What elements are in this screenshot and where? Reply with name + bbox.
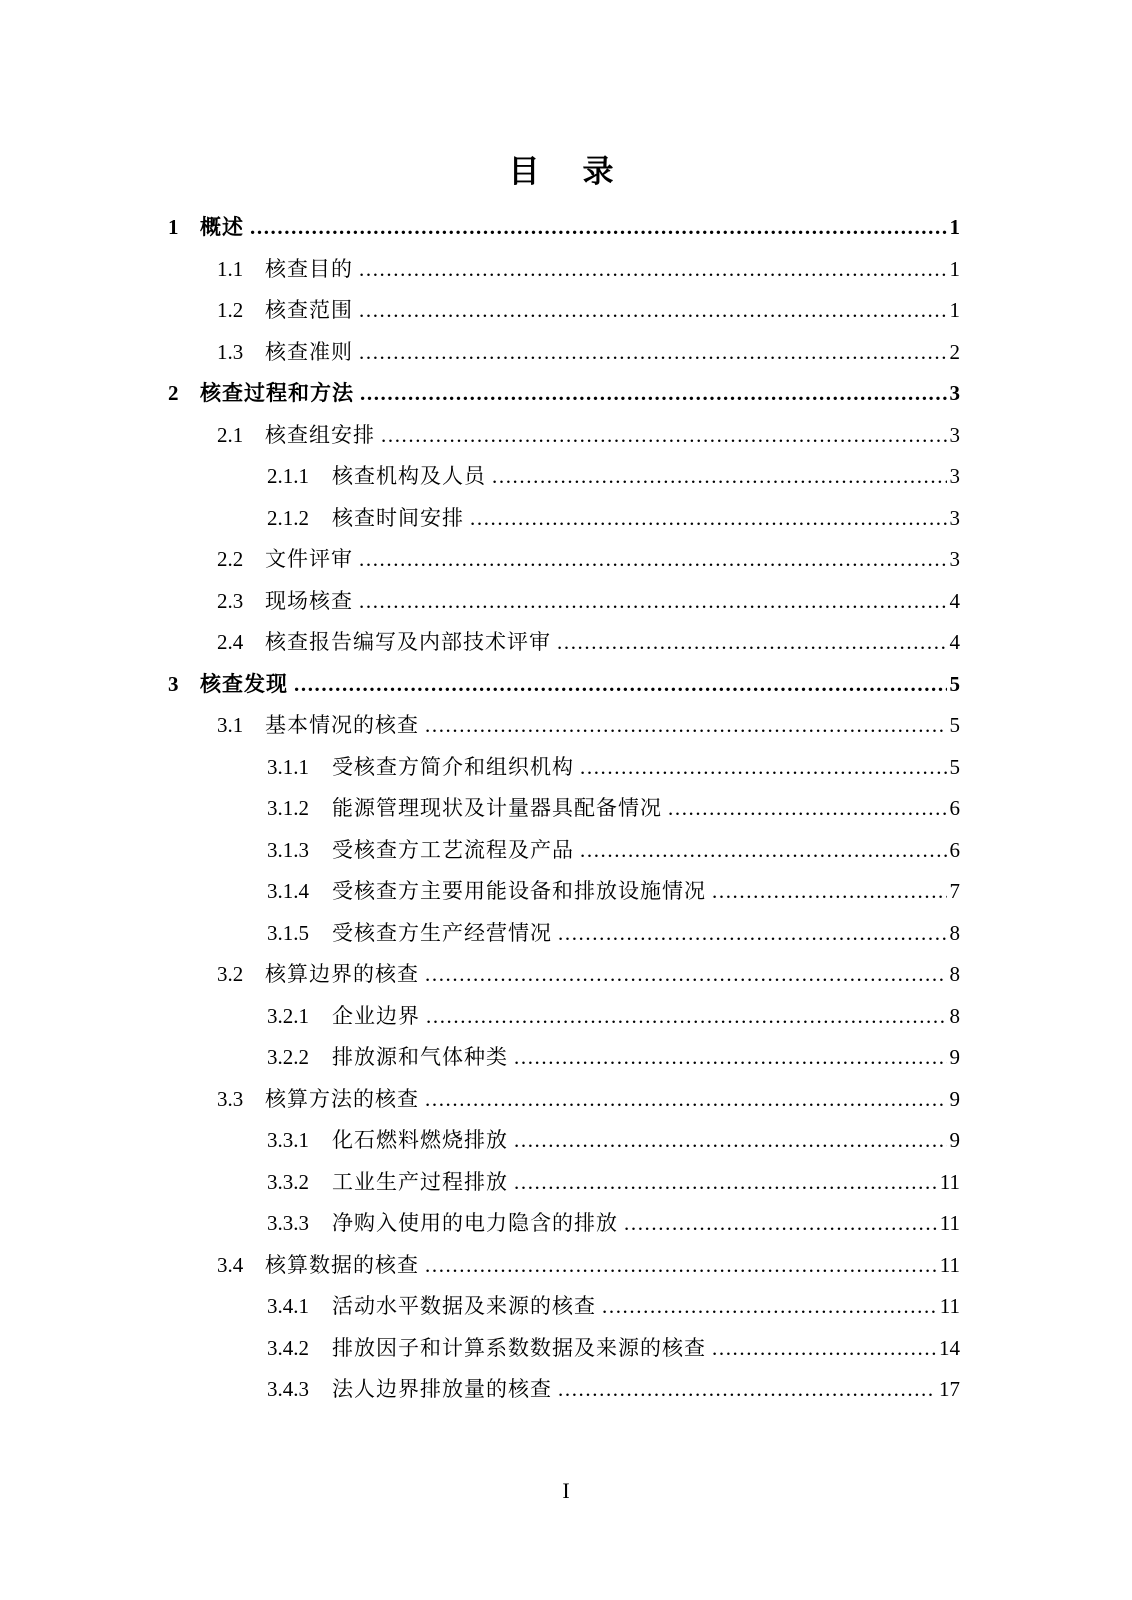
toc-entry-label: 现场核查	[265, 588, 353, 613]
toc-entry	[168, 498, 960, 540]
toc-entry	[168, 1120, 960, 1162]
toc-entry-label: 能源管理现状及计量器具配备情况	[332, 796, 662, 820]
toc-entry-page: 3	[949, 505, 960, 530]
toc-entry-number: 3.3.1	[267, 1128, 309, 1152]
toc-dot-leader	[359, 249, 947, 291]
toc-entry	[168, 1037, 960, 1079]
toc-entry-number: 3.3.2	[267, 1169, 309, 1194]
toc-entry-page: 2	[949, 339, 960, 364]
toc-entry-number: 1.1	[217, 256, 244, 281]
toc-dot-leader	[712, 1328, 936, 1370]
toc-dot-leader	[360, 373, 947, 415]
toc-entry-number: 3.2.2	[267, 1045, 309, 1069]
toc-entry-label: 排放因子和计算系数数据及来源的核查	[332, 1335, 706, 1360]
toc-entry-label: 受核查方生产经营情况	[332, 920, 552, 945]
toc-dot-leader	[426, 996, 947, 1038]
toc-entry-page: 6	[949, 837, 960, 862]
toc-entry	[168, 664, 960, 706]
toc-entry	[168, 1203, 960, 1245]
toc-dot-leader	[381, 415, 947, 457]
toc-entry-label: 活动水平数据及来源的核查	[332, 1294, 596, 1318]
toc-entry-label: 核查目的	[265, 256, 353, 281]
toc-entry-label: 工业生产过程排放	[332, 1169, 508, 1194]
toc-dot-leader	[514, 1162, 937, 1204]
toc-entry	[168, 1328, 960, 1370]
toc-entry-page: 5	[949, 713, 960, 737]
toc-entry-number: 3.1.1	[267, 754, 309, 779]
toc-entry	[168, 332, 960, 374]
toc-entry-label: 受核查方简介和组织机构	[332, 754, 574, 779]
toc-entry-number: 2.1	[217, 422, 244, 447]
toc-entry-label: 核查发现	[200, 671, 288, 696]
toc-dot-leader	[470, 498, 947, 540]
toc-entry-number: 3.4.3	[267, 1377, 309, 1401]
toc-entry-number: 3.1.2	[267, 796, 309, 820]
toc-entry	[168, 705, 960, 747]
toc-entry	[168, 456, 960, 498]
toc-entry	[168, 290, 960, 332]
toc-entry-page: 3	[949, 547, 960, 571]
toc-entry-label: 基本情况的核查	[265, 713, 419, 737]
toc-entry-label: 核查报告编写及内部技术评审	[265, 630, 551, 654]
toc-dot-leader	[712, 871, 947, 913]
toc-dot-leader	[492, 456, 947, 498]
toc-entry-page: 1	[949, 298, 960, 322]
toc-entry	[168, 1162, 960, 1204]
toc-entry-page: 11	[939, 1211, 960, 1235]
toc-entry	[168, 1079, 960, 1121]
toc-entry	[168, 415, 960, 457]
toc-entry	[168, 1369, 960, 1411]
toc-entry-number: 3.1.3	[267, 837, 309, 862]
toc-entry-number: 1.2	[217, 298, 244, 322]
toc-entry-number: 2.2	[217, 547, 244, 571]
toc-entry-page: 8	[949, 1003, 960, 1028]
toc-entry-number: 3.4	[217, 1252, 244, 1277]
toc-entry-number: 3.1	[217, 713, 244, 737]
toc-entry-label: 概述	[200, 215, 244, 239]
toc-entry-label: 核查准则	[265, 339, 353, 364]
toc-entry-label: 排放源和气体种类	[332, 1045, 508, 1069]
toc-dot-leader	[602, 1286, 937, 1328]
toc-entry	[168, 1286, 960, 1328]
toc-entry-label: 核算边界的核查	[265, 962, 419, 986]
toc-entry-page: 8	[949, 920, 960, 945]
toc-dot-leader	[580, 747, 947, 789]
page-title: 目 录	[508, 154, 620, 189]
toc-entry	[168, 913, 960, 955]
toc-entry-page: 11	[939, 1169, 960, 1194]
toc-dot-leader	[250, 207, 947, 249]
toc-entry-page: 5	[949, 671, 960, 696]
toc-dot-leader	[425, 705, 947, 747]
toc-dot-leader	[668, 788, 947, 830]
toc-entry-page: 5	[949, 754, 960, 779]
toc-entry-number: 3.3	[217, 1086, 244, 1111]
toc-entry-page: 9	[949, 1086, 960, 1111]
toc-entry-page: 4	[949, 630, 960, 654]
toc-dot-leader	[425, 954, 947, 996]
toc-entry	[168, 207, 960, 249]
toc-dot-leader	[425, 1079, 947, 1121]
toc-dot-leader	[359, 581, 947, 623]
toc-entry-page: 8	[949, 962, 960, 986]
toc-entry	[168, 996, 960, 1038]
toc-dot-leader	[580, 830, 947, 872]
toc-dot-leader	[557, 622, 947, 664]
toc-entry-page: 1	[949, 256, 960, 281]
toc-entry-label: 核查过程和方法	[200, 381, 354, 405]
toc-entry-label: 核查机构及人员	[332, 464, 486, 488]
toc-dot-leader	[514, 1120, 947, 1162]
toc-entry-number: 3.4.2	[267, 1335, 309, 1360]
toc-dot-leader	[294, 664, 947, 706]
toc-entry-number: 3.3.3	[267, 1211, 309, 1235]
toc-entry	[168, 581, 960, 623]
toc-entry-label: 企业边界	[332, 1003, 420, 1028]
toc-entry-label: 文件评审	[265, 547, 353, 571]
toc-entry-number: 3.1.4	[267, 879, 309, 903]
toc-dot-leader	[425, 1245, 937, 1287]
toc-entry-number: 1.3	[217, 339, 244, 364]
toc-entry-number: 3.4.1	[267, 1294, 309, 1318]
toc-entry	[168, 622, 960, 664]
toc-entry	[168, 1245, 960, 1287]
toc-entry-number: 2.1.1	[267, 464, 309, 488]
toc-dot-leader	[558, 1369, 936, 1411]
toc-entry-page: 11	[939, 1252, 960, 1277]
toc-entry-number: 3.2.1	[267, 1003, 309, 1028]
footer-page-number: I	[562, 1478, 570, 1503]
toc-entry	[168, 373, 960, 415]
toc-entry-label: 核查范围	[265, 298, 353, 322]
toc-entry-number: 3.1.5	[267, 920, 309, 945]
toc-entry-label: 核算数据的核查	[265, 1252, 419, 1277]
toc-entry-number: 2.1.2	[267, 505, 309, 530]
toc-entry-page: 9	[949, 1128, 960, 1152]
toc-dot-leader	[558, 913, 947, 955]
toc-entry-label: 核查时间安排	[332, 505, 464, 530]
toc-entry-number: 2.3	[217, 588, 244, 613]
toc-entry-label: 化石燃料燃烧排放	[332, 1128, 508, 1152]
toc-entry-page: 6	[949, 796, 960, 820]
toc-dot-leader	[359, 539, 947, 581]
toc-entry	[168, 539, 960, 581]
toc-entry-number: 3.2	[217, 962, 244, 986]
toc-entry	[168, 788, 960, 830]
table-of-contents	[168, 207, 960, 1411]
toc-entry-page: 3	[949, 464, 960, 488]
toc-entry-number: 3	[168, 671, 179, 696]
toc-dot-leader	[514, 1037, 947, 1079]
toc-dot-leader	[624, 1203, 937, 1245]
toc-entry-page: 7	[949, 879, 960, 903]
toc-entry-label: 核算方法的核查	[265, 1086, 419, 1111]
toc-entry-label: 受核查方主要用能设备和排放设施情况	[332, 879, 706, 903]
toc-entry-page: 9	[949, 1045, 960, 1069]
toc-entry	[168, 954, 960, 996]
toc-entry-page: 3	[949, 381, 960, 405]
toc-entry-number: 2.4	[217, 630, 244, 654]
toc-entry	[168, 830, 960, 872]
toc-entry-page: 17	[939, 1377, 960, 1401]
toc-entry	[168, 249, 960, 291]
toc-entry-page: 1	[949, 215, 960, 239]
toc-entry	[168, 871, 960, 913]
toc-entry-page: 3	[949, 422, 960, 447]
toc-dot-leader	[359, 332, 947, 374]
toc-entry-number: 1	[168, 215, 179, 239]
toc-entry	[168, 747, 960, 789]
toc-entry-page: 14	[939, 1335, 960, 1360]
toc-entry-number: 2	[168, 381, 179, 405]
toc-entry-label: 受核查方工艺流程及产品	[332, 837, 574, 862]
toc-entry-label: 净购入使用的电力隐含的排放	[332, 1211, 618, 1235]
toc-entry-page: 4	[949, 588, 960, 613]
toc-dot-leader	[359, 290, 947, 332]
toc-entry-label: 核查组安排	[265, 422, 375, 447]
toc-entry-page: 11	[939, 1294, 960, 1318]
toc-entry-label: 法人边界排放量的核查	[332, 1377, 552, 1401]
